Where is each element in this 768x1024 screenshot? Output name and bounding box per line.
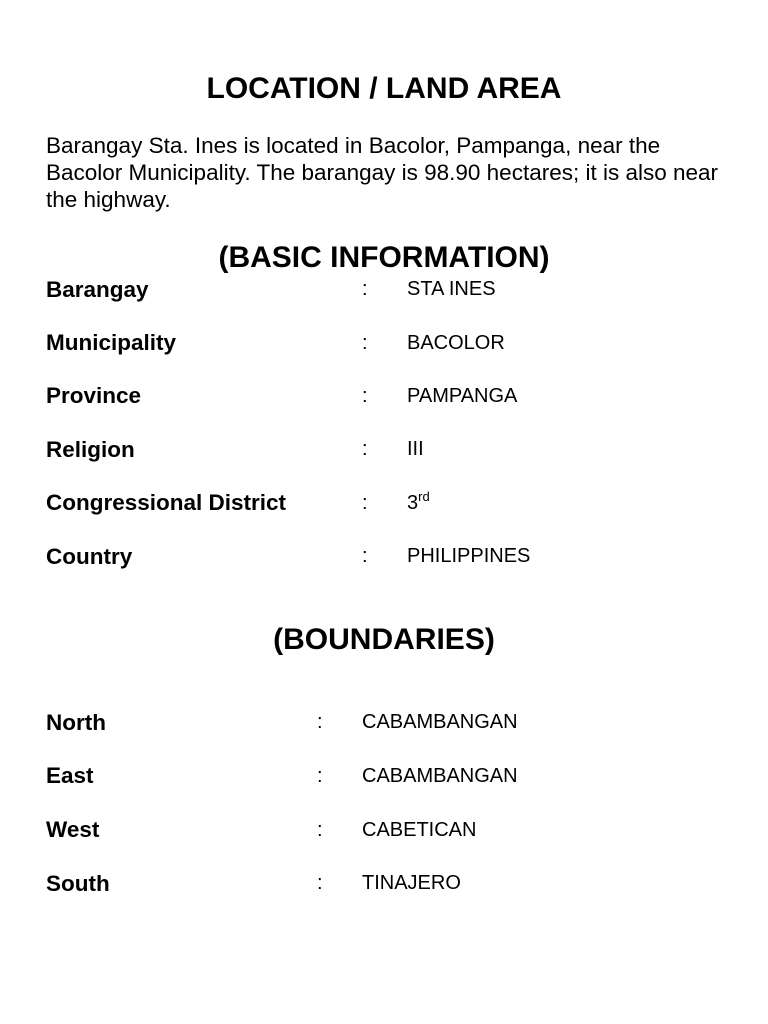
row-value-text: 3 bbox=[407, 491, 419, 514]
row-label: West bbox=[46, 817, 100, 843]
row-value: CABAMBANGAN bbox=[362, 764, 518, 787]
row-label: Province bbox=[46, 383, 142, 409]
basic-info-row-municipality bbox=[46, 316, 530, 369]
row-separator: : bbox=[362, 331, 368, 354]
boundary-row-east bbox=[46, 750, 518, 804]
row-value: BACOLOR bbox=[407, 331, 505, 354]
intro-paragraph: Barangay Sta. Ines is located in Bacolor, Pampanga, near the Bacolor Municipality. The barangay is 98.90 hectares; it is also near the highway. bbox=[46, 133, 719, 212]
basic-info-row-religion bbox=[46, 423, 530, 476]
row-separator: : bbox=[362, 491, 368, 514]
row-label: Religion bbox=[46, 436, 135, 462]
basic-info-row-congressional-district bbox=[46, 477, 530, 530]
boundary-row-north bbox=[46, 696, 518, 750]
row-value: PHILIPPINES bbox=[407, 545, 531, 568]
row-label: East bbox=[46, 763, 94, 789]
row-value: CABETICAN bbox=[362, 818, 477, 841]
row-separator: : bbox=[317, 818, 323, 841]
row-value: PAMPANGA bbox=[407, 384, 518, 407]
basic-info-row-country bbox=[46, 530, 530, 583]
row-separator: : bbox=[317, 764, 323, 787]
document-title: LOCATION / LAND AREA bbox=[206, 72, 562, 105]
row-value-superscript: rd bbox=[418, 488, 430, 504]
row-label: Country bbox=[46, 543, 133, 569]
row-value: TINAJERO bbox=[362, 872, 461, 895]
row-value: CABAMBANGAN bbox=[362, 711, 518, 734]
row-value bbox=[407, 488, 430, 515]
boundaries-heading: (BOUNDARIES) bbox=[273, 623, 495, 656]
basic-info-row-province bbox=[46, 370, 530, 423]
boundaries-table bbox=[46, 696, 518, 911]
row-separator: : bbox=[362, 384, 368, 407]
row-separator: : bbox=[362, 545, 368, 568]
basic-info-row-barangay bbox=[46, 263, 530, 316]
row-separator: : bbox=[317, 872, 323, 895]
row-separator: : bbox=[362, 278, 368, 301]
row-label: Municipality bbox=[46, 330, 177, 356]
boundary-row-west bbox=[46, 803, 518, 857]
row-label: South bbox=[46, 870, 110, 896]
row-label: North bbox=[46, 709, 106, 735]
row-separator: : bbox=[317, 711, 323, 734]
row-value: STA INES bbox=[407, 278, 496, 301]
row-value: III bbox=[407, 438, 424, 461]
row-label: Congressional District bbox=[46, 490, 287, 516]
boundary-row-south bbox=[46, 857, 518, 911]
basic-information-table bbox=[46, 263, 530, 583]
row-separator: : bbox=[362, 438, 368, 461]
basic-information-heading: (BASIC INFORMATION) bbox=[218, 241, 550, 274]
row-label: Barangay bbox=[46, 276, 149, 302]
